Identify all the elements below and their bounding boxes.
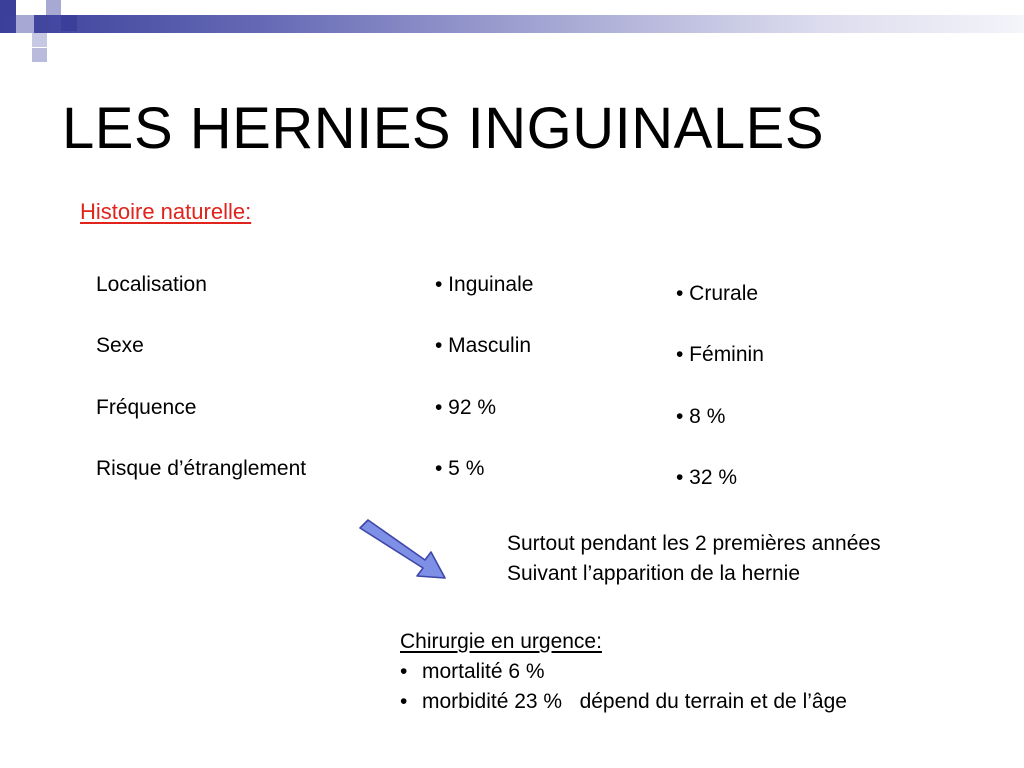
bullet: • <box>400 690 408 713</box>
surgery-item-morbidite <box>400 687 847 717</box>
row-value-freq-inguinale: • 92 % <box>435 396 497 419</box>
surgery-heading: Chirurgie en urgence: <box>400 630 602 653</box>
page-title: LES HERNIES INGUINALES <box>62 96 824 161</box>
row-value-feminin: • Féminin <box>676 343 764 366</box>
corner-square-dark-2 <box>61 15 77 31</box>
bullet: • <box>400 660 408 683</box>
corner-square-mid <box>46 0 61 15</box>
surgery-item-mortalite <box>400 657 545 687</box>
row-value-risque-inguinale: • 5 % <box>435 457 485 480</box>
section-subtitle: Histoire naturelle: <box>80 199 252 224</box>
row-value-masculin: • Masculin <box>435 334 532 357</box>
header-gradient-band <box>0 15 1024 33</box>
note-line-2: Suivant l’apparition de la hernie <box>507 562 801 585</box>
corner-square-pale <box>32 33 47 47</box>
arrow-down-right-icon <box>355 515 455 585</box>
row-value-crurale: • Crurale <box>676 282 759 305</box>
corner-square-light <box>16 15 34 33</box>
surgery-item-text: morbidité 23 % dépend du terrain et de l’âge <box>422 690 847 713</box>
row-label-localisation: Localisation <box>96 273 207 296</box>
corner-square-dark <box>0 0 16 16</box>
corner-square-pale-2 <box>32 48 47 62</box>
note-line-1: Surtout pendant les 2 premières années <box>507 532 881 555</box>
row-label-frequence: Fréquence <box>96 396 197 419</box>
row-label-sexe: Sexe <box>96 334 144 357</box>
row-value-freq-crurale: • 8 % <box>676 405 726 428</box>
row-value-risque-crurale: • 32 % <box>676 466 738 489</box>
row-label-risque: Risque d’étranglement <box>96 457 307 480</box>
surgery-item-text: mortalité 6 % <box>422 660 545 683</box>
row-value-inguinale: • Inguinale <box>435 273 534 296</box>
